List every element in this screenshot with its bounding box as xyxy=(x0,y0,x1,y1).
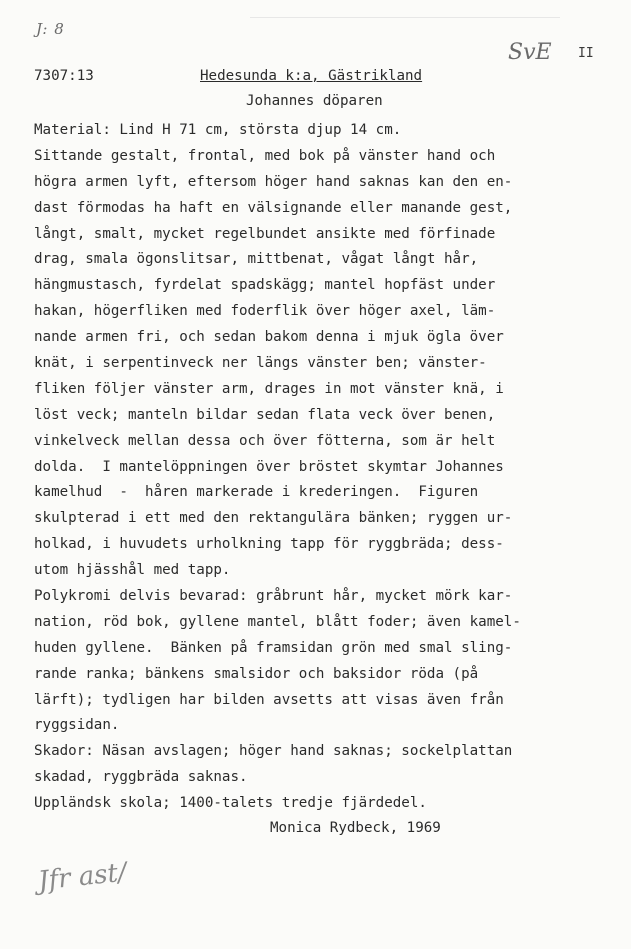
text-line: fliken följer vänster arm, drages in mot vänster knä, i xyxy=(34,380,504,397)
faint-top-rule xyxy=(250,17,560,18)
text-line: skadad, ryggbräda saknas. xyxy=(34,769,248,786)
handwritten-corner-mark-left: J: 8 xyxy=(36,20,65,38)
text-line: långt, smalt, mycket regelbundet ansikte med förfinade xyxy=(34,225,496,242)
text-line: knät, i serpentinveck ner längs vänster ben; vänster- xyxy=(34,355,487,372)
text-line: nation, röd bok, gyllene mantel, blått foder; även kamel- xyxy=(34,613,521,630)
subject-title: Johannes döparen xyxy=(246,93,383,109)
text-line: dolda. I mantelöppningen över bröstet skymtar Johannes xyxy=(34,458,504,475)
text-line: rande ranka; bänkens smalsidor och baksidor röda (på xyxy=(34,665,479,682)
catalog-number: 7307:13 xyxy=(34,68,94,84)
handwritten-corner-mark-right: SvE xyxy=(508,40,552,65)
description-body xyxy=(34,118,624,817)
text-line: drag, smala ögonslitsar, mittbenat, vågat långt hår, xyxy=(34,251,479,268)
text-line: holkad, i huvudets urholkning tapp för ryggbräda; dess- xyxy=(34,536,504,553)
handwritten-note: Jfr ast/ xyxy=(36,857,129,897)
text-line: Uppländsk skola; 1400-talets tredje fjärdedel. xyxy=(34,795,427,812)
text-line: Material: Lind H 71 cm, största djup 14 cm. xyxy=(34,122,402,138)
text-line: Polykromi delvis bevarad: gråbrunt hår, mycket mörk kar- xyxy=(34,588,513,605)
text-line: kamelhud - håren markerade i krederingen. Figuren xyxy=(34,484,479,501)
text-line: högra armen lyft, eftersom höger hand saknas kan den en- xyxy=(34,173,513,190)
text-line: hakan, högerfliken med foderflik över höger axel, läm- xyxy=(34,303,496,320)
text-line: lärft); tydligen har bilden avsetts att visas även från xyxy=(34,691,504,708)
place-heading: Hedesunda k:a, Gästrikland xyxy=(200,68,423,84)
text-line: ryggsidan. xyxy=(34,717,120,734)
text-line: huden gyllene. Bänken på framsidan grön med smal sling- xyxy=(34,639,513,656)
author-signature-line: Monica Rydbeck, 1969 xyxy=(270,820,441,836)
text-line: nande armen fri, och sedan bakom denna i mjuk ögla över xyxy=(34,329,504,346)
text-line: hängmustasch, fyrdelat spadskägg; mantel hopfäst under xyxy=(34,277,496,294)
text-line: vinkelveck mellan dessa och över fötterna, som är helt xyxy=(34,432,496,449)
corner-mark-ii: II xyxy=(578,46,594,61)
text-line: skulpterad i ett med den rektangulära bänken; ryggen ur- xyxy=(34,510,513,527)
text-line: utom hjässhål med tapp. xyxy=(34,562,231,579)
text-line: dast förmodas ha haft en välsignande eller manande gest, xyxy=(34,199,513,216)
text-line: löst veck; manteln bildar sedan flata veck över benen, xyxy=(34,406,496,423)
text-line: Skador: Näsan avslagen; höger hand saknas; sockelplattan xyxy=(34,743,513,760)
text-line: Sittande gestalt, frontal, med bok på vänster hand och xyxy=(34,147,496,164)
